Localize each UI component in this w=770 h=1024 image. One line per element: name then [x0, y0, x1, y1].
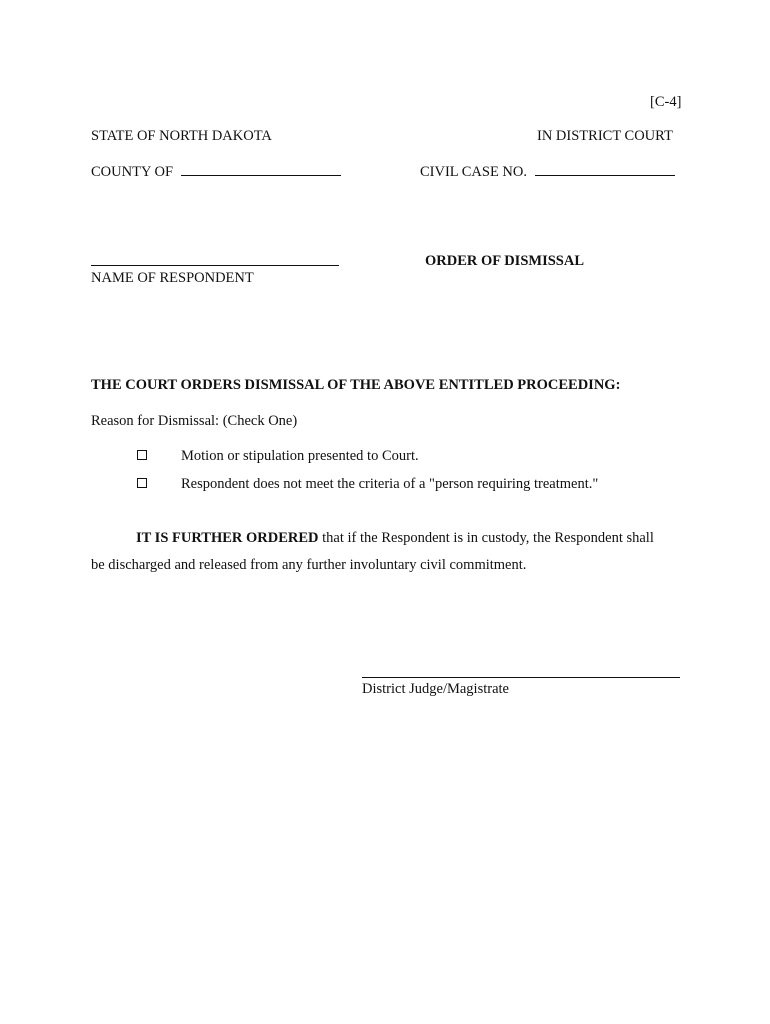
- respondent-label: NAME OF RESPONDENT: [91, 270, 254, 286]
- state-label: STATE OF NORTH DAKOTA: [91, 128, 272, 144]
- order-heading: THE COURT ORDERS DISMISSAL OF THE ABOVE ENTITLED PROCEEDING:: [91, 377, 621, 393]
- case-number-blank[interactable]: [535, 163, 675, 176]
- case-number-label: CIVIL CASE NO.: [420, 164, 528, 180]
- reason-label: Reason for Dismissal: (Check One): [91, 413, 298, 429]
- county-label: COUNTY OF: [91, 164, 174, 180]
- case-number-field[interactable]: [420, 163, 675, 181]
- further-ordered-bold: IT IS FURTHER ORDERED: [136, 530, 319, 546]
- order-title: ORDER OF DISMISSAL: [425, 253, 584, 269]
- option-checkbox-motion[interactable]: [137, 450, 147, 460]
- further-ordered-text-1: that if the Respondent is in custody, the Respondent shall: [322, 530, 654, 546]
- signature-label: District Judge/Magistrate: [362, 681, 509, 697]
- county-field[interactable]: [91, 163, 341, 181]
- option-label-criteria: Respondent does not meet the criteria of a "person requiring treatment.": [181, 476, 599, 492]
- respondent-name-line[interactable]: [91, 265, 339, 266]
- further-ordered-line-1: [136, 529, 654, 547]
- county-blank[interactable]: [181, 163, 341, 176]
- option-checkbox-criteria[interactable]: [137, 478, 147, 488]
- option-label-motion: Motion or stipulation presented to Court.: [181, 448, 419, 464]
- further-ordered-line-2: be discharged and released from any further involuntary civil commitment.: [91, 557, 527, 573]
- signature-line[interactable]: [362, 677, 680, 678]
- court-label: IN DISTRICT COURT: [537, 128, 673, 144]
- form-code: [C-4]: [650, 94, 682, 110]
